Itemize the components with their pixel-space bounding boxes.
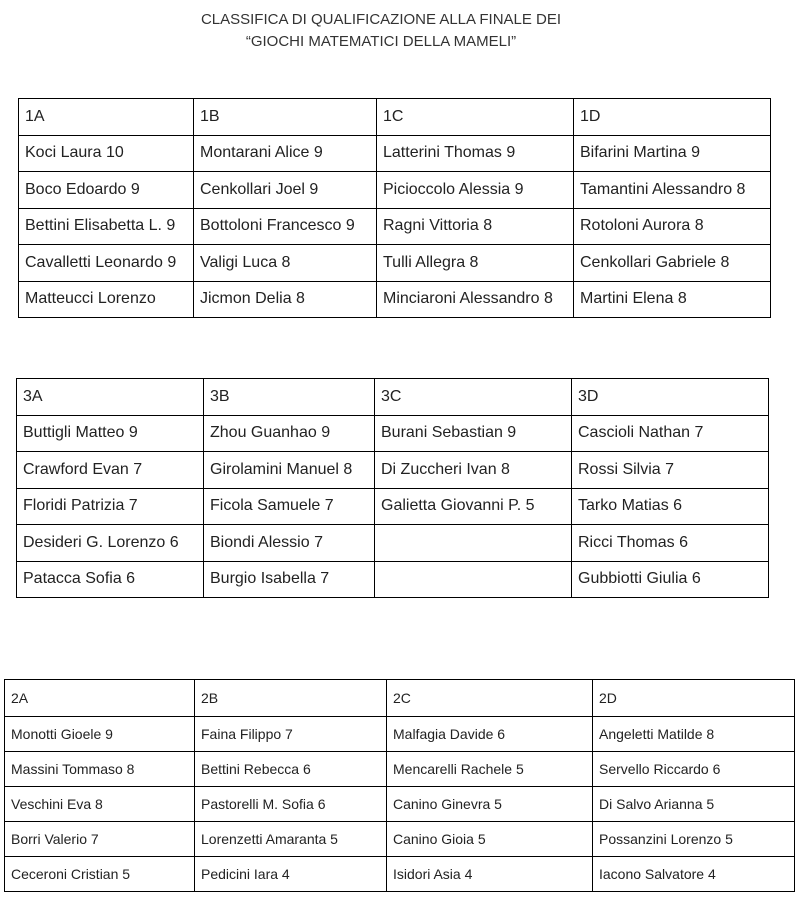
table-header-row — [17, 379, 769, 416]
student-cell: Servello Riccardo 6 — [593, 752, 795, 787]
student-cell: Desideri G. Lorenzo 6 — [17, 525, 204, 562]
class-header: 2D — [593, 680, 795, 717]
table-row — [5, 752, 795, 787]
table-row — [17, 452, 769, 489]
table-row — [17, 525, 769, 562]
student-cell: Patacca Sofia 6 — [17, 561, 204, 598]
student-cell: Mencarelli Rachele 5 — [387, 752, 593, 787]
ranking-table-third-year — [16, 378, 769, 598]
class-header: 3B — [204, 379, 375, 416]
student-cell: Ceceroni Cristian 5 — [5, 857, 195, 892]
student-cell: Valigi Luca 8 — [194, 245, 377, 282]
table-row — [5, 717, 795, 752]
student-cell: Latterini Thomas 9 — [377, 135, 574, 172]
student-cell: Rossi Silvia 7 — [572, 452, 769, 489]
ranking-table-second-year — [4, 679, 795, 892]
class-header: 2A — [5, 680, 195, 717]
student-cell: Ragni Vittoria 8 — [377, 208, 574, 245]
table-row — [19, 135, 771, 172]
class-header: 3A — [17, 379, 204, 416]
student-cell: Cascioli Nathan 7 — [572, 415, 769, 452]
student-cell: Girolamini Manuel 8 — [204, 452, 375, 489]
table-row — [17, 561, 769, 598]
student-cell: Tulli Allegra 8 — [377, 245, 574, 282]
student-cell: Crawford Evan 7 — [17, 452, 204, 489]
student-cell: Burani Sebastian 9 — [375, 415, 572, 452]
table-header-row — [5, 680, 795, 717]
student-cell: Tarko Matias 6 — [572, 488, 769, 525]
table-row — [19, 281, 771, 318]
class-header: 3D — [572, 379, 769, 416]
title-line-2: “GIOCHI MATEMATICI DELLA MAMELI” — [245, 33, 517, 50]
student-cell: Matteucci Lorenzo — [19, 281, 194, 318]
table-row — [17, 415, 769, 452]
table-row — [17, 488, 769, 525]
student-cell: Martini Elena 8 — [574, 281, 771, 318]
student-cell — [375, 525, 572, 562]
student-cell: Possanzini Lorenzo 5 — [593, 822, 795, 857]
student-cell: Massini Tommaso 8 — [5, 752, 195, 787]
student-cell: Gubbiotti Giulia 6 — [572, 561, 769, 598]
student-cell: Cenkollari Gabriele 8 — [574, 245, 771, 282]
student-cell: Pastorelli M. Sofia 6 — [195, 787, 387, 822]
student-cell: Malfagia Davide 6 — [387, 717, 593, 752]
title-line-1: CLASSIFICA DI QUALIFICAZIONE ALLA FINALE DEI — [200, 11, 562, 28]
student-cell: Tamantini Alessandro 8 — [574, 172, 771, 209]
student-cell: Borri Valerio 7 — [5, 822, 195, 857]
student-cell: Picioccolo Alessia 9 — [377, 172, 574, 209]
student-cell: Floridi Patrizia 7 — [17, 488, 204, 525]
table-row — [5, 857, 795, 892]
student-cell: Cavalletti Leonardo 9 — [19, 245, 194, 282]
student-cell: Iacono Salvatore 4 — [593, 857, 795, 892]
student-cell: Faina Filippo 7 — [195, 717, 387, 752]
student-cell: Isidori Asia 4 — [387, 857, 593, 892]
student-cell: Lorenzetti Amaranta 5 — [195, 822, 387, 857]
student-cell: Koci Laura 10 — [19, 135, 194, 172]
student-cell: Veschini Eva 8 — [5, 787, 195, 822]
student-cell: Biondi Alessio 7 — [204, 525, 375, 562]
student-cell: Minciaroni Alessandro 8 — [377, 281, 574, 318]
class-header: 1D — [574, 99, 771, 136]
student-cell: Cenkollari Joel 9 — [194, 172, 377, 209]
class-header: 2B — [195, 680, 387, 717]
student-cell: Di Zuccheri Ivan 8 — [375, 452, 572, 489]
student-cell: Ficola Samuele 7 — [204, 488, 375, 525]
student-cell: Burgio Isabella 7 — [204, 561, 375, 598]
ranking-table-first-year — [18, 98, 771, 318]
student-cell: Monotti Gioele 9 — [5, 717, 195, 752]
class-header: 1A — [19, 99, 194, 136]
table-row — [19, 172, 771, 209]
table-row — [5, 787, 795, 822]
class-header: 1B — [194, 99, 377, 136]
student-cell: Galietta Giovanni P. 5 — [375, 488, 572, 525]
student-cell: Montarani Alice 9 — [194, 135, 377, 172]
student-cell: Angeletti Matilde 8 — [593, 717, 795, 752]
student-cell: Di Salvo Arianna 5 — [593, 787, 795, 822]
page-title — [0, 9, 762, 53]
student-cell: Bottoloni Francesco 9 — [194, 208, 377, 245]
student-cell: Boco Edoardo 9 — [19, 172, 194, 209]
table-row — [5, 822, 795, 857]
student-cell: Zhou Guanhao 9 — [204, 415, 375, 452]
class-header: 2C — [387, 680, 593, 717]
student-cell — [375, 561, 572, 598]
class-header: 3C — [375, 379, 572, 416]
student-cell: Canino Ginevra 5 — [387, 787, 593, 822]
student-cell: Canino Gioia 5 — [387, 822, 593, 857]
table-row — [19, 208, 771, 245]
table-row — [19, 245, 771, 282]
class-header: 1C — [377, 99, 574, 136]
table-header-row — [19, 99, 771, 136]
student-cell: Rotoloni Aurora 8 — [574, 208, 771, 245]
student-cell: Ricci Thomas 6 — [572, 525, 769, 562]
student-cell: Bettini Elisabetta L. 9 — [19, 208, 194, 245]
student-cell: Buttigli Matteo 9 — [17, 415, 204, 452]
student-cell: Pedicini Iara 4 — [195, 857, 387, 892]
student-cell: Jicmon Delia 8 — [194, 281, 377, 318]
student-cell: Bifarini Martina 9 — [574, 135, 771, 172]
student-cell: Bettini Rebecca 6 — [195, 752, 387, 787]
